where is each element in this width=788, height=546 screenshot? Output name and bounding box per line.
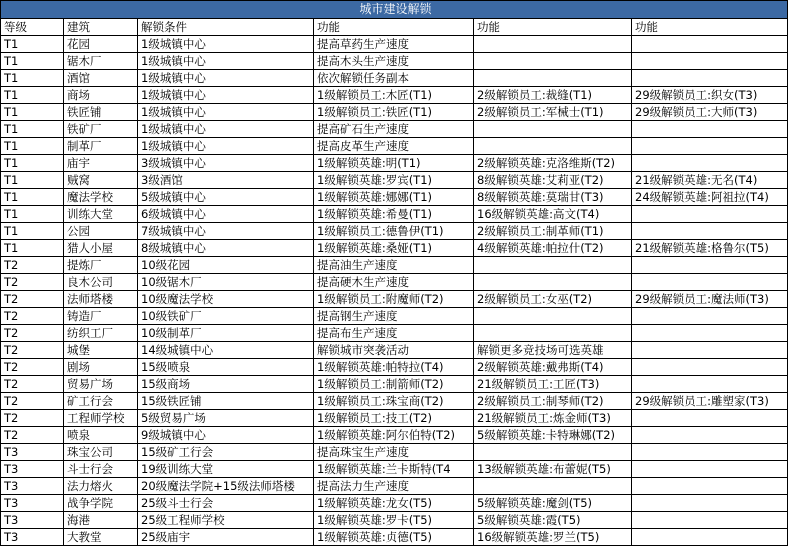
function-cell-1: 1级解锁英雄:兰卡斯特(T4 <box>314 461 474 478</box>
function-cell-1: 提高硬木生产速度 <box>314 274 474 291</box>
function-cell-3 <box>632 376 788 393</box>
table-row <box>1 70 788 87</box>
building-cell: 铸造厂 <box>64 308 138 325</box>
level-cell: T3 <box>1 495 64 512</box>
function-cell-1: 1级解锁员工:技工(T2) <box>314 410 474 427</box>
table-row <box>1 36 788 53</box>
function-cell-3 <box>632 36 788 53</box>
function-cell-1: 1级解锁英雄:罗卡(T5) <box>314 512 474 529</box>
function-cell-1: 提高油生产速度 <box>314 257 474 274</box>
header-function-3: 功能 <box>632 19 788 36</box>
building-cell: 纺织工厂 <box>64 325 138 342</box>
table-row <box>1 53 788 70</box>
table-row <box>1 206 788 223</box>
function-cell-1: 1级解锁英雄:希曼(T1) <box>314 206 474 223</box>
table-row <box>1 478 788 495</box>
level-cell: T2 <box>1 393 64 410</box>
table-row <box>1 444 788 461</box>
function-cell-2: 8级解锁英雄:艾莉亚(T2) <box>474 172 632 189</box>
function-cell-2: 8级解锁英雄:莫瑞甘(T3) <box>474 189 632 206</box>
function-cell-1: 1级解锁英雄:贞德(T5) <box>314 529 474 546</box>
function-cell-3 <box>632 70 788 87</box>
function-cell-1: 1级解锁员工:木匠(T1) <box>314 87 474 104</box>
unlock-condition-cell: 3级酒馆 <box>138 172 314 189</box>
level-cell: T1 <box>1 70 64 87</box>
building-cell: 工程师学校 <box>64 410 138 427</box>
function-cell-2 <box>474 121 632 138</box>
building-cell: 酒馆 <box>64 70 138 87</box>
table-row <box>1 155 788 172</box>
unlock-condition-cell: 5级贸易广场 <box>138 410 314 427</box>
function-cell-3 <box>632 325 788 342</box>
function-cell-2 <box>474 36 632 53</box>
function-cell-2: 16级解锁英雄:高文(T4) <box>474 206 632 223</box>
unlock-condition-cell: 1级城镇中心 <box>138 87 314 104</box>
level-cell: T2 <box>1 274 64 291</box>
function-cell-1: 1级解锁员工:制箭师(T2) <box>314 376 474 393</box>
level-cell: T1 <box>1 104 64 121</box>
function-cell-3: 29级解锁员工:魔法师(T3) <box>632 291 788 308</box>
table-row <box>1 376 788 393</box>
function-cell-2: 21级解锁员工:工匠(T3) <box>474 376 632 393</box>
function-cell-3: 29级解锁员工:雕塑家(T3) <box>632 393 788 410</box>
table-row <box>1 240 788 257</box>
unlock-condition-cell: 15级喷泉 <box>138 359 314 376</box>
building-cell: 公园 <box>64 223 138 240</box>
function-cell-1: 1级解锁员工:德鲁伊(T1) <box>314 223 474 240</box>
level-cell: T3 <box>1 529 64 546</box>
unlock-condition-cell: 10级锯木厂 <box>138 274 314 291</box>
function-cell-2: 4级解锁英雄:帕拉什(T2) <box>474 240 632 257</box>
function-cell-3: 24级解锁英雄:阿祖拉(T4) <box>632 189 788 206</box>
building-cell: 法力熔火 <box>64 478 138 495</box>
function-cell-3 <box>632 359 788 376</box>
table-row <box>1 512 788 529</box>
unlock-condition-cell: 10级魔法学校 <box>138 291 314 308</box>
building-cell: 提炼厂 <box>64 257 138 274</box>
function-cell-2: 解锁更多竞技场可选英雄 <box>474 342 632 359</box>
level-cell: T1 <box>1 223 64 240</box>
unlock-condition-cell: 14级城镇中心 <box>138 342 314 359</box>
function-cell-2 <box>474 53 632 70</box>
function-cell-3 <box>632 342 788 359</box>
level-cell: T1 <box>1 240 64 257</box>
level-cell: T2 <box>1 359 64 376</box>
function-cell-2: 2级解锁英雄:戴弗斯(T4) <box>474 359 632 376</box>
table-row <box>1 393 788 410</box>
function-cell-2: 5级解锁英雄:卡特琳娜(T2) <box>474 427 632 444</box>
building-cell: 海港 <box>64 512 138 529</box>
function-cell-1: 提高法力生产速度 <box>314 478 474 495</box>
unlock-condition-cell: 25级庙宇 <box>138 529 314 546</box>
table-row <box>1 461 788 478</box>
unlock-condition-cell: 25级工程师学校 <box>138 512 314 529</box>
table-row <box>1 87 788 104</box>
unlock-condition-cell: 1级城镇中心 <box>138 121 314 138</box>
table-row <box>1 121 788 138</box>
function-cell-2 <box>474 138 632 155</box>
function-cell-2: 5级解锁英雄:霞(T5) <box>474 512 632 529</box>
table-row <box>1 427 788 444</box>
function-cell-3: 21级解锁英雄:格鲁尔(T5) <box>632 240 788 257</box>
building-cell: 城堡 <box>64 342 138 359</box>
function-cell-2: 16级解锁英雄:罗兰(T5) <box>474 529 632 546</box>
level-cell: T2 <box>1 325 64 342</box>
level-cell: T3 <box>1 478 64 495</box>
level-cell: T3 <box>1 444 64 461</box>
title-row <box>1 1 788 19</box>
header-level: 等级 <box>1 19 64 36</box>
header-function-2: 功能 <box>474 19 632 36</box>
function-cell-2: 2级解锁员工:制琴师(T2) <box>474 393 632 410</box>
level-cell: T2 <box>1 257 64 274</box>
level-cell: T2 <box>1 291 64 308</box>
unlock-condition-cell: 15级铁匠铺 <box>138 393 314 410</box>
function-cell-3 <box>632 461 788 478</box>
function-cell-2 <box>474 308 632 325</box>
function-cell-2: 2级解锁员工:制革师(T1) <box>474 223 632 240</box>
building-cell: 铁矿厂 <box>64 121 138 138</box>
building-cell: 魔法学校 <box>64 189 138 206</box>
table-row <box>1 223 788 240</box>
function-cell-1: 1级解锁英雄:罗宾(T1) <box>314 172 474 189</box>
function-cell-2: 2级解锁员工:女巫(T2) <box>474 291 632 308</box>
level-cell: T1 <box>1 138 64 155</box>
building-cell: 战争学院 <box>64 495 138 512</box>
unlock-condition-cell: 1级城镇中心 <box>138 70 314 87</box>
function-cell-1: 提高草药生产速度 <box>314 36 474 53</box>
table-row <box>1 274 788 291</box>
level-cell: T2 <box>1 342 64 359</box>
function-cell-3 <box>632 444 788 461</box>
table-row <box>1 172 788 189</box>
function-cell-3 <box>632 206 788 223</box>
building-cell: 大教堂 <box>64 529 138 546</box>
level-cell: T2 <box>1 308 64 325</box>
level-cell: T1 <box>1 53 64 70</box>
function-cell-2 <box>474 70 632 87</box>
function-cell-3 <box>632 155 788 172</box>
building-cell: 猎人小屋 <box>64 240 138 257</box>
function-cell-1: 1级解锁员工:铁匠(T1) <box>314 104 474 121</box>
function-cell-1: 解锁城市突袭活动 <box>314 342 474 359</box>
function-cell-2 <box>474 478 632 495</box>
function-cell-2: 21级解锁员工:炼金师(T3) <box>474 410 632 427</box>
function-cell-3 <box>632 478 788 495</box>
unlock-condition-cell: 6级城镇中心 <box>138 206 314 223</box>
unlock-condition-cell: 3级城镇中心 <box>138 155 314 172</box>
building-cell: 铁匠铺 <box>64 104 138 121</box>
header-unlock-condition: 解锁条件 <box>138 19 314 36</box>
function-cell-2: 5级解锁英雄:魔剑(T5) <box>474 495 632 512</box>
level-cell: T2 <box>1 427 64 444</box>
table-row <box>1 291 788 308</box>
unlock-condition-cell: 10级制革厂 <box>138 325 314 342</box>
function-cell-3: 21级解锁英雄:无名(T4) <box>632 172 788 189</box>
building-cell: 矿工行会 <box>64 393 138 410</box>
building-cell: 良木公司 <box>64 274 138 291</box>
function-cell-3 <box>632 410 788 427</box>
building-cell: 法师塔楼 <box>64 291 138 308</box>
building-cell: 庙宇 <box>64 155 138 172</box>
function-cell-3 <box>632 512 788 529</box>
function-cell-2 <box>474 444 632 461</box>
function-cell-1: 提高木头生产速度 <box>314 53 474 70</box>
function-cell-3 <box>632 121 788 138</box>
function-cell-1: 1级解锁员工:珠宝商(T2) <box>314 393 474 410</box>
function-cell-2: 2级解锁英雄:克洛维斯(T2) <box>474 155 632 172</box>
table-row <box>1 189 788 206</box>
unlock-condition-cell: 5级城镇中心 <box>138 189 314 206</box>
level-cell: T2 <box>1 410 64 427</box>
table-row <box>1 410 788 427</box>
function-cell-2 <box>474 257 632 274</box>
function-cell-3 <box>632 138 788 155</box>
level-cell: T3 <box>1 512 64 529</box>
function-cell-1: 提高皮革生产速度 <box>314 138 474 155</box>
unlock-condition-cell: 20级魔法学院+15级法师塔楼 <box>138 478 314 495</box>
level-cell: T1 <box>1 189 64 206</box>
level-cell: T1 <box>1 121 64 138</box>
table-row <box>1 359 788 376</box>
unlock-condition-cell: 1级城镇中心 <box>138 138 314 155</box>
building-cell: 花园 <box>64 36 138 53</box>
function-cell-1: 1级解锁英雄:阿尔伯特(T2) <box>314 427 474 444</box>
unlock-condition-cell: 1级城镇中心 <box>138 104 314 121</box>
level-cell: T1 <box>1 172 64 189</box>
level-cell: T1 <box>1 87 64 104</box>
level-cell: T3 <box>1 461 64 478</box>
level-cell: T1 <box>1 155 64 172</box>
function-cell-3 <box>632 427 788 444</box>
building-cell: 斗士行会 <box>64 461 138 478</box>
level-cell: T1 <box>1 36 64 53</box>
building-cell: 喷泉 <box>64 427 138 444</box>
function-cell-3 <box>632 308 788 325</box>
unlock-condition-cell: 8级城镇中心 <box>138 240 314 257</box>
building-cell: 锯木厂 <box>64 53 138 70</box>
function-cell-1: 1级解锁英雄:明(T1) <box>314 155 474 172</box>
function-cell-2: 2级解锁员工:裁缝(T1) <box>474 87 632 104</box>
table-row <box>1 104 788 121</box>
table-row <box>1 138 788 155</box>
function-cell-1: 1级解锁英雄:娜娜(T1) <box>314 189 474 206</box>
function-cell-3 <box>632 495 788 512</box>
unlock-condition-cell: 19级训练大堂 <box>138 461 314 478</box>
building-cell: 训练大堂 <box>64 206 138 223</box>
function-cell-1: 1级解锁英雄:龙女(T5) <box>314 495 474 512</box>
table-row <box>1 529 788 546</box>
function-cell-3: 29级解锁员工:织女(T3) <box>632 87 788 104</box>
function-cell-3 <box>632 274 788 291</box>
unlock-condition-cell: 1级城镇中心 <box>138 53 314 70</box>
function-cell-3 <box>632 223 788 240</box>
header-building: 建筑 <box>64 19 138 36</box>
function-cell-3 <box>632 257 788 274</box>
unlock-condition-cell: 1级城镇中心 <box>138 36 314 53</box>
unlock-condition-cell: 25级斗士行会 <box>138 495 314 512</box>
function-cell-1: 提高钢生产速度 <box>314 308 474 325</box>
function-cell-3: 29级解锁员工:大师(T3) <box>632 104 788 121</box>
function-cell-1: 1级解锁英雄:桑娅(T1) <box>314 240 474 257</box>
building-cell: 商场 <box>64 87 138 104</box>
building-cell: 贼窝 <box>64 172 138 189</box>
function-cell-1: 提高珠宝生产速度 <box>314 444 474 461</box>
function-cell-3 <box>632 53 788 70</box>
building-cell: 珠宝公司 <box>64 444 138 461</box>
function-cell-2: 2级解锁员工:军械士(T1) <box>474 104 632 121</box>
level-cell: T2 <box>1 376 64 393</box>
function-cell-2 <box>474 274 632 291</box>
table-row <box>1 325 788 342</box>
building-cell: 制革厂 <box>64 138 138 155</box>
unlock-condition-cell: 15级商场 <box>138 376 314 393</box>
unlock-condition-cell: 15级矿工行会 <box>138 444 314 461</box>
building-cell: 剧场 <box>64 359 138 376</box>
table-title: 城市建设解锁 <box>1 1 788 19</box>
level-cell: T1 <box>1 206 64 223</box>
function-cell-3 <box>632 529 788 546</box>
function-cell-1: 提高矿石生产速度 <box>314 121 474 138</box>
unlock-condition-cell: 7级城镇中心 <box>138 223 314 240</box>
building-cell: 贸易广场 <box>64 376 138 393</box>
function-cell-1: 1级解锁英雄:帕特拉(T4) <box>314 359 474 376</box>
header-function-1: 功能 <box>314 19 474 36</box>
function-cell-1: 依次解锁任务副本 <box>314 70 474 87</box>
function-cell-2: 13级解锁英雄:布蕾妮(T5) <box>474 461 632 478</box>
function-cell-1: 提高布生产速度 <box>314 325 474 342</box>
unlock-condition-cell: 10级花园 <box>138 257 314 274</box>
table-row <box>1 342 788 359</box>
header-row <box>1 19 788 36</box>
unlock-condition-cell: 10级铁矿厂 <box>138 308 314 325</box>
function-cell-1: 1级解锁员工:附魔师(T2) <box>314 291 474 308</box>
table-row <box>1 257 788 274</box>
table-row <box>1 308 788 325</box>
table-row <box>1 495 788 512</box>
unlock-condition-cell: 9级城镇中心 <box>138 427 314 444</box>
function-cell-2 <box>474 325 632 342</box>
